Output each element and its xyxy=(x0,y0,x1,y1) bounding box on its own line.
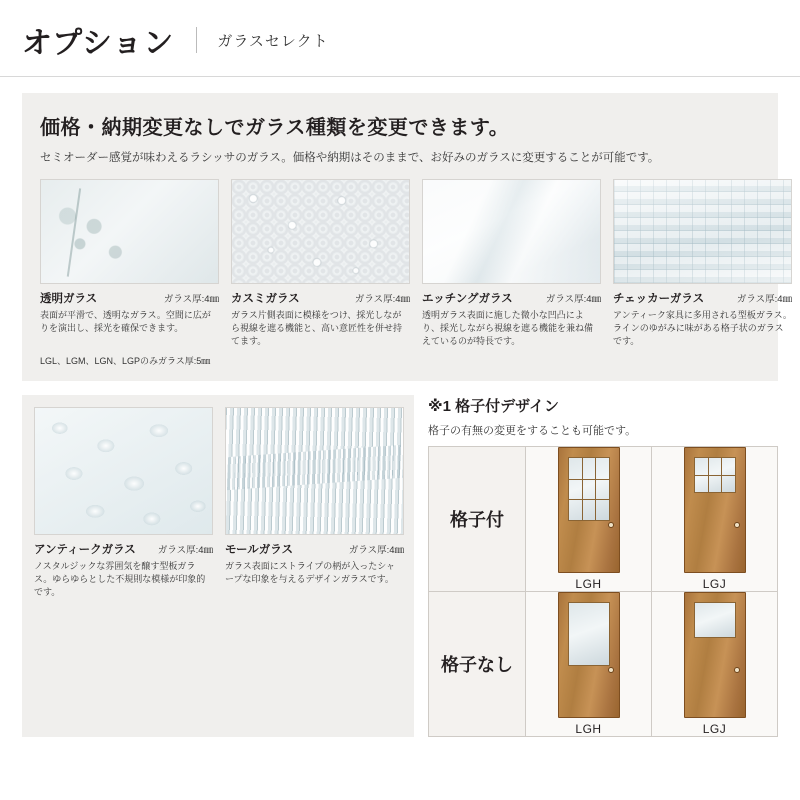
glass-variation-panel xyxy=(22,93,792,381)
lattice-section-title: ※1 格子付デザイン xyxy=(428,398,560,416)
page-subtitle: ガラスセレクト xyxy=(217,32,329,50)
glass-description: 透明ガラス表面に施した微小な凹凸により、採光しながら視線を遮る機能を兼ね備えているのが特長です。 xyxy=(422,310,594,347)
glass-caption xyxy=(231,290,410,306)
glass-description: ノスタルジックな雰囲気を醸す型板ガラス。ゆらゆらとした不規則な模様が印象的です。 xyxy=(34,561,206,598)
door-glass-panel xyxy=(568,457,610,521)
glass-name: モールガラス xyxy=(225,544,293,557)
glass-card[interactable] xyxy=(613,179,792,348)
glass-swatch-kasumi xyxy=(231,179,410,284)
lattice-comparison-table xyxy=(428,446,778,737)
door-knob-icon xyxy=(734,667,740,673)
glass-thickness: ガラス厚:4㎜ xyxy=(157,545,213,557)
door-illustration xyxy=(684,447,746,573)
glass-card[interactable] xyxy=(422,179,601,348)
door-code: LGJ xyxy=(702,722,727,737)
page-header xyxy=(0,0,800,76)
glass-swatch-antique xyxy=(34,407,213,535)
header-rule xyxy=(0,76,800,77)
glass-thickness: ガラス厚:4㎜ xyxy=(545,294,601,306)
glass-name: アンティークガラス xyxy=(34,544,136,557)
table-row xyxy=(429,592,778,737)
door-code: LGJ xyxy=(702,577,727,592)
door-illustration xyxy=(558,447,620,573)
door-knob-icon xyxy=(608,667,614,673)
glass-swatch-moru xyxy=(225,407,404,535)
table-row xyxy=(429,447,778,592)
row-label-with-lattice: 格子付 xyxy=(429,447,526,592)
glass-card[interactable] xyxy=(40,179,219,348)
glass-caption xyxy=(40,290,219,306)
header-divider xyxy=(196,27,197,53)
door-cell-lgj-lattice[interactable] xyxy=(652,447,778,592)
page-title: オプション xyxy=(22,27,175,60)
row-label-without-lattice: 格子なし xyxy=(429,592,526,737)
glass-name: 透明ガラス xyxy=(40,293,98,306)
glass-thickness: ガラス厚:4㎜ xyxy=(736,294,792,306)
glass-sample-row-bottom xyxy=(34,407,402,599)
glass-card[interactable] xyxy=(231,179,410,348)
door-code: LGH xyxy=(575,722,602,737)
door-glass-panel xyxy=(694,602,736,638)
door-cell-lgj-plain[interactable] xyxy=(652,592,778,737)
glass-name: チェッカーガラス xyxy=(613,293,705,306)
glass-card[interactable] xyxy=(225,407,404,599)
glass-caption xyxy=(34,541,213,557)
door-illustration xyxy=(558,592,620,718)
glass-description: ガラス表面にストライプの柄が入ったシャープな印象を与えるデザインガラスです。 xyxy=(225,561,396,585)
door-code: LGH xyxy=(575,577,602,592)
glass-name: エッチングガラス xyxy=(422,293,513,306)
glass-thickness-note: LGL、LGM、LGN、LGPのみガラス厚:5㎜ xyxy=(40,356,211,367)
door-knob-icon xyxy=(734,522,740,528)
glass-description: ガラス片側表面に模様をつけ、採光しながら視線を遮る機能と、高い意匠性を併せ持てます。 xyxy=(231,310,403,347)
glass-sample-panel-bottom xyxy=(22,395,414,737)
lower-section xyxy=(22,395,778,737)
glass-caption xyxy=(613,290,792,306)
door-glass-panel xyxy=(694,457,736,493)
door-knob-icon xyxy=(608,522,614,528)
glass-swatch-etching xyxy=(422,179,601,284)
door-cell-lgh-lattice[interactable] xyxy=(526,447,652,592)
door-illustration xyxy=(684,592,746,718)
glass-swatch-clear xyxy=(40,179,219,284)
door-cell-lgh-plain[interactable] xyxy=(526,592,652,737)
panel-heading: 価格・納期変更なしでガラス種類を変更できます。 xyxy=(40,117,510,139)
door-glass-panel xyxy=(568,602,610,666)
glass-thickness: ガラス厚:4㎜ xyxy=(354,294,410,306)
glass-description: アンティーク家具に多用される型板ガラス。ラインのゆがみに味がある格子状のガラスです。 xyxy=(613,310,792,347)
lattice-design-section xyxy=(428,395,778,737)
glass-swatch-checker xyxy=(613,179,792,284)
glass-thickness: ガラス厚:4㎜ xyxy=(163,294,219,306)
glass-description: 表面が平滑で、透明なガラス。空間に広がりを演出し、採光を確保できます。 xyxy=(40,310,211,334)
lattice-section-subtitle: 格子の有無の変更をすることも可能です。 xyxy=(428,425,637,438)
glass-caption xyxy=(225,541,404,557)
glass-thickness: ガラス厚:4㎜ xyxy=(348,545,404,557)
glass-caption xyxy=(422,290,601,306)
glass-name: カスミガラス xyxy=(231,293,300,306)
glass-card[interactable] xyxy=(34,407,213,599)
panel-lead-text: セミオーダー感覚が味わえるラシッサのガラス。価格や納期はそのままで、お好みのガラスに変更することが可能です。 xyxy=(40,152,660,164)
glass-sample-row-top xyxy=(40,179,792,348)
